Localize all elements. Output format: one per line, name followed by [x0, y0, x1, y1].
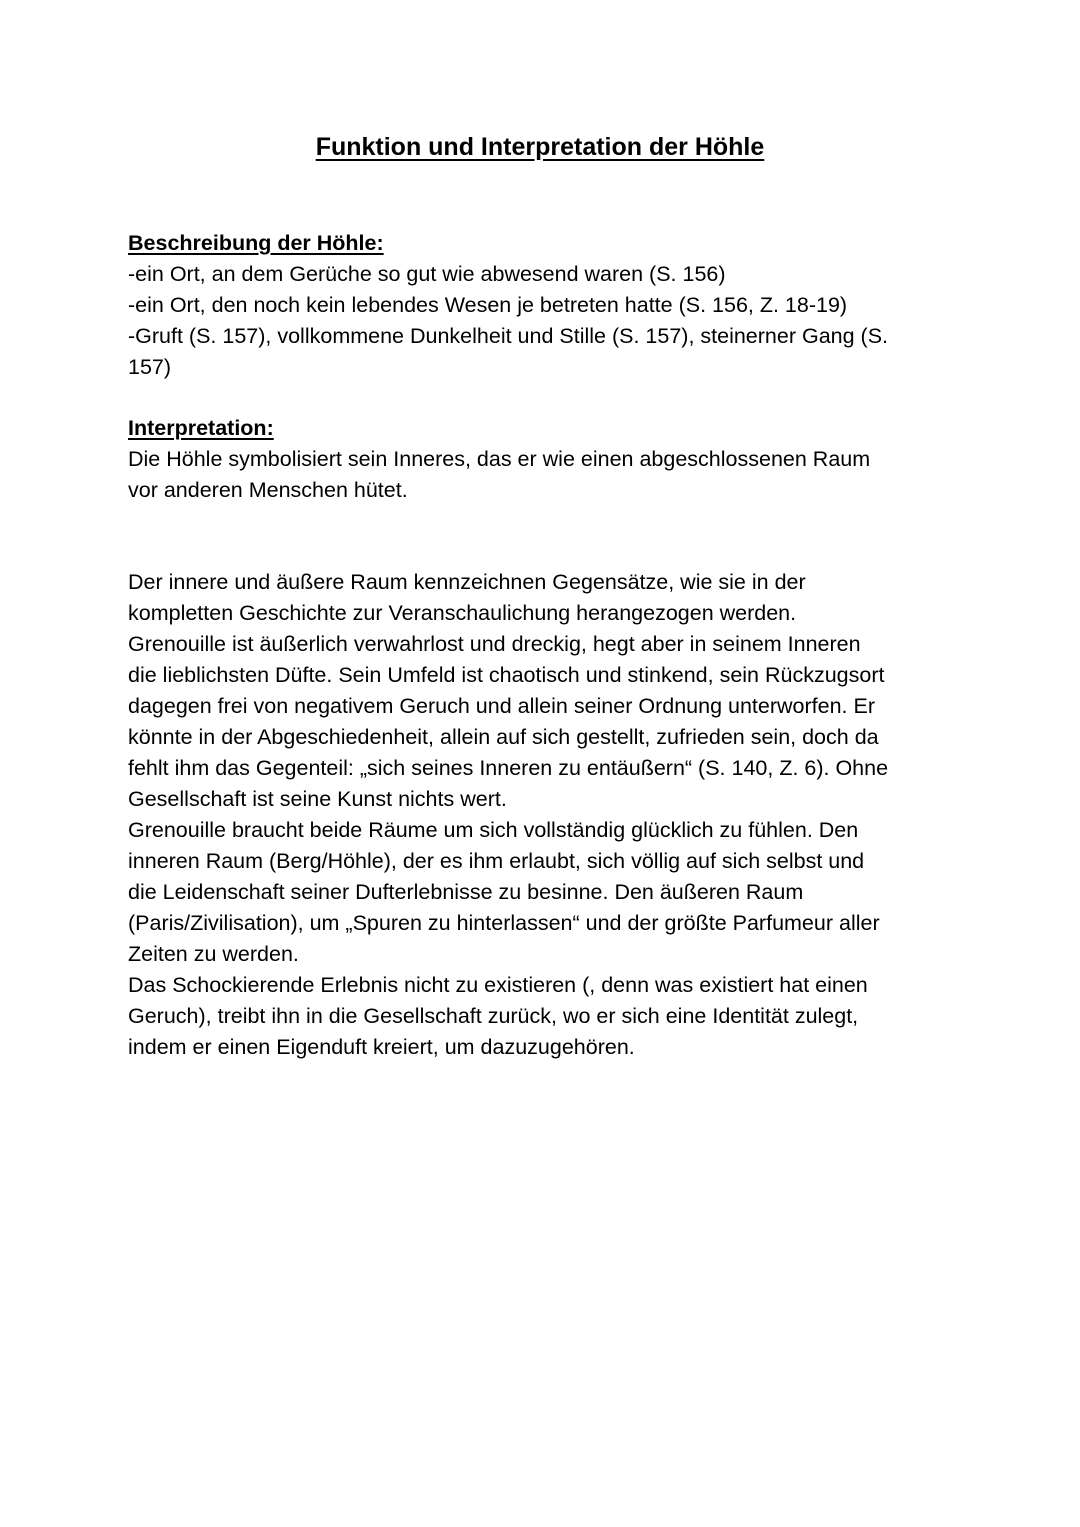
interpretation-heading: Interpretation: [128, 416, 274, 440]
analysis-line: inneren Raum (Berg/Höhle), der es ihm erlaubt, sich völlig auf sich selbst und [128, 849, 865, 873]
analysis-line: fehlt ihm das Gegenteil: „sich seines Inneren zu entäußern“ (S. 140, Z. 6). Ohne [128, 756, 889, 780]
analysis-line: Grenouille braucht beide Räume um sich vollständig glücklich zu fühlen. Den [128, 818, 859, 842]
interpretation-section [128, 413, 958, 506]
description-heading: Beschreibung der Höhle: [128, 231, 384, 255]
analysis-line: Gesellschaft ist seine Kunst nichts wert. [128, 787, 507, 811]
analysis-line: kompletten Geschichte zur Veranschaulichung herangezogen werden. [128, 601, 797, 625]
analysis-line: indem er einen Eigenduft kreiert, um dazuzugehören. [128, 1035, 635, 1059]
analysis-line: die Leidenschaft seiner Dufterlebnisse zu besinne. Den äußeren Raum [128, 880, 804, 904]
description-line: 157) [128, 355, 172, 379]
page-title: Funktion und Interpretation der Höhle [315, 133, 765, 161]
description-line: -ein Ort, an dem Gerüche so gut wie abwesend waren (S. 156) [128, 262, 726, 286]
analysis-line: (Paris/Zivilisation), um „Spuren zu hinterlassen“ und der größte Parfumeur aller [128, 911, 880, 935]
analysis-line: Geruch), treibt ihn in die Gesellschaft zurück, wo er sich eine Identität zulegt, [128, 1004, 859, 1028]
analysis-line: könnte in der Abgeschiedenheit, allein auf sich gestellt, zufrieden sein, doch da [128, 725, 879, 749]
analysis-line: Zeiten zu werden. [128, 942, 299, 966]
analysis-section [128, 567, 958, 1063]
description-section [128, 228, 958, 383]
description-line: -ein Ort, den noch kein lebendes Wesen je betreten hatte (S. 156, Z. 18-19) [128, 293, 848, 317]
analysis-line: Der innere und äußere Raum kennzeichnen Gegensätze, wie sie in der [128, 570, 806, 594]
description-line: -Gruft (S. 157), vollkommene Dunkelheit und Stille (S. 157), steinerner Gang (S. [128, 324, 889, 348]
analysis-line: dagegen frei von negativem Geruch und allein seiner Ordnung unterworfen. Er [128, 694, 875, 718]
analysis-line: die lieblichsten Düfte. Sein Umfeld ist chaotisch und stinkend, sein Rückzugsort [128, 663, 885, 687]
interpretation-line: Die Höhle symbolisiert sein Inneres, das er wie einen abgeschlossenen Raum [128, 447, 871, 471]
analysis-line: Grenouille ist äußerlich verwahrlost und dreckig, hegt aber in seinem Inneren [128, 632, 861, 656]
interpretation-line: vor anderen Menschen hütet. [128, 478, 408, 502]
analysis-line: Das Schockierende Erlebnis nicht zu existieren (, denn was existiert hat einen [128, 973, 868, 997]
